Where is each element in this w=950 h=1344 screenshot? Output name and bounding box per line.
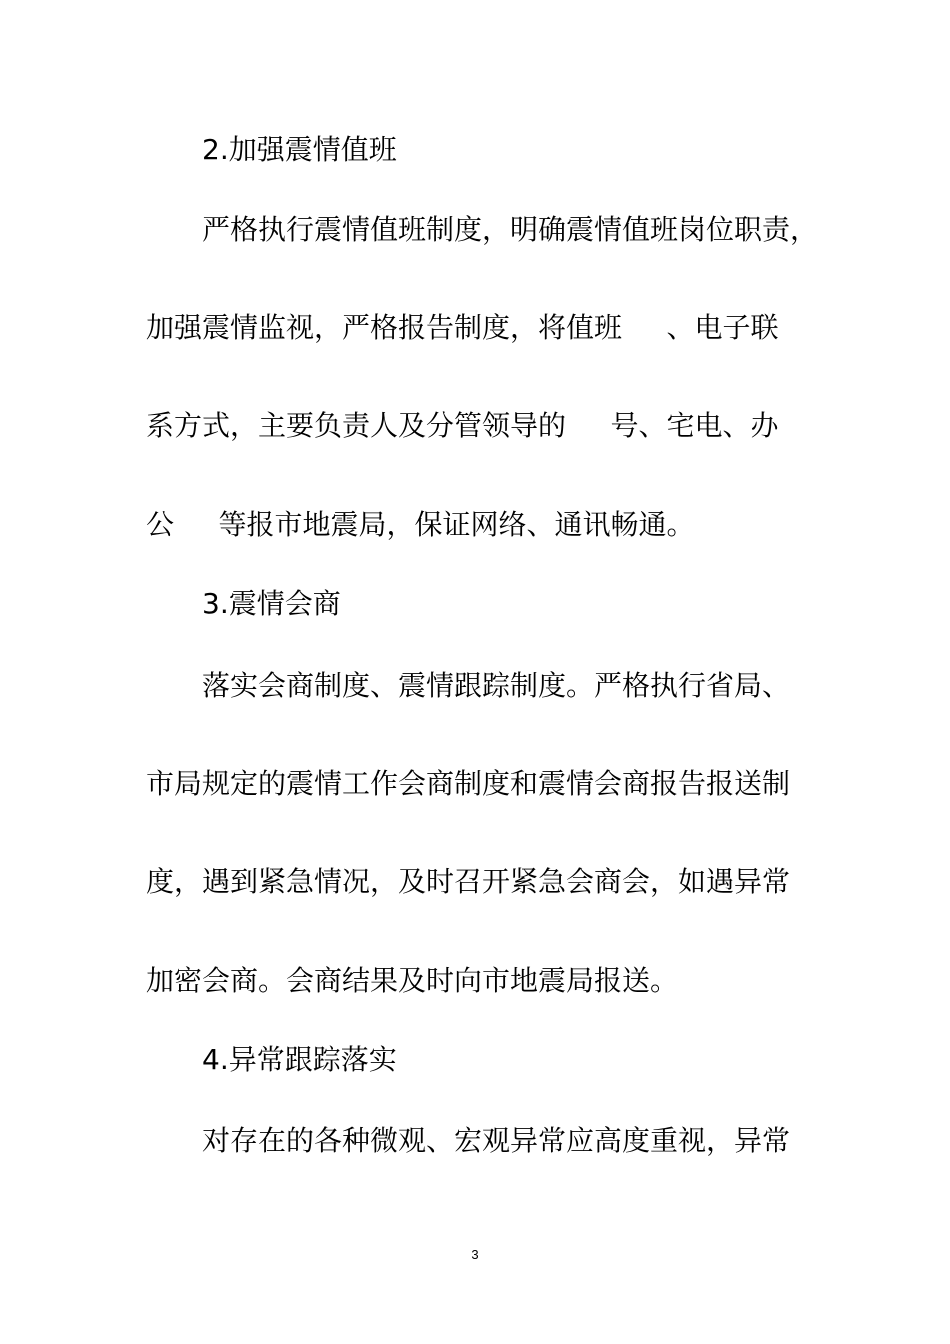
paragraph-line: 严格执行震情值班制度，明确震情值班岗位职责， <box>202 213 819 246</box>
page-number: 3 <box>471 1247 479 1262</box>
paragraph-line: 落实会商制度、震情跟踪制度。严格执行省局、 <box>202 669 791 702</box>
paragraph-line: 加密会商。会商结果及时向市地震局报送。 <box>146 964 679 997</box>
paragraph-line: 系方式，主要负责人及分管领导的 号、宅电、办 <box>146 409 779 442</box>
paragraph-line: 公 等报市地震局，保证网络、通讯畅通。 <box>146 508 695 541</box>
section-heading-4: 4.异常跟踪落实 <box>202 1043 397 1076</box>
paragraph-line: 度，遇到紧急情况，及时召开紧急会商会，如遇异常 <box>146 865 791 898</box>
paragraph-line: 对存在的各种微观、宏观异常应高度重视，异常 <box>202 1124 791 1157</box>
section-heading-3: 3.震情会商 <box>202 587 341 620</box>
paragraph-line: 市局规定的震情工作会商制度和震情会商报告报送制 <box>146 767 791 800</box>
paragraph-line: 加强震情监视，严格报告制度，将值班 、电子联 <box>146 311 779 344</box>
section-heading-2: 2.加强震情值班 <box>202 133 397 166</box>
